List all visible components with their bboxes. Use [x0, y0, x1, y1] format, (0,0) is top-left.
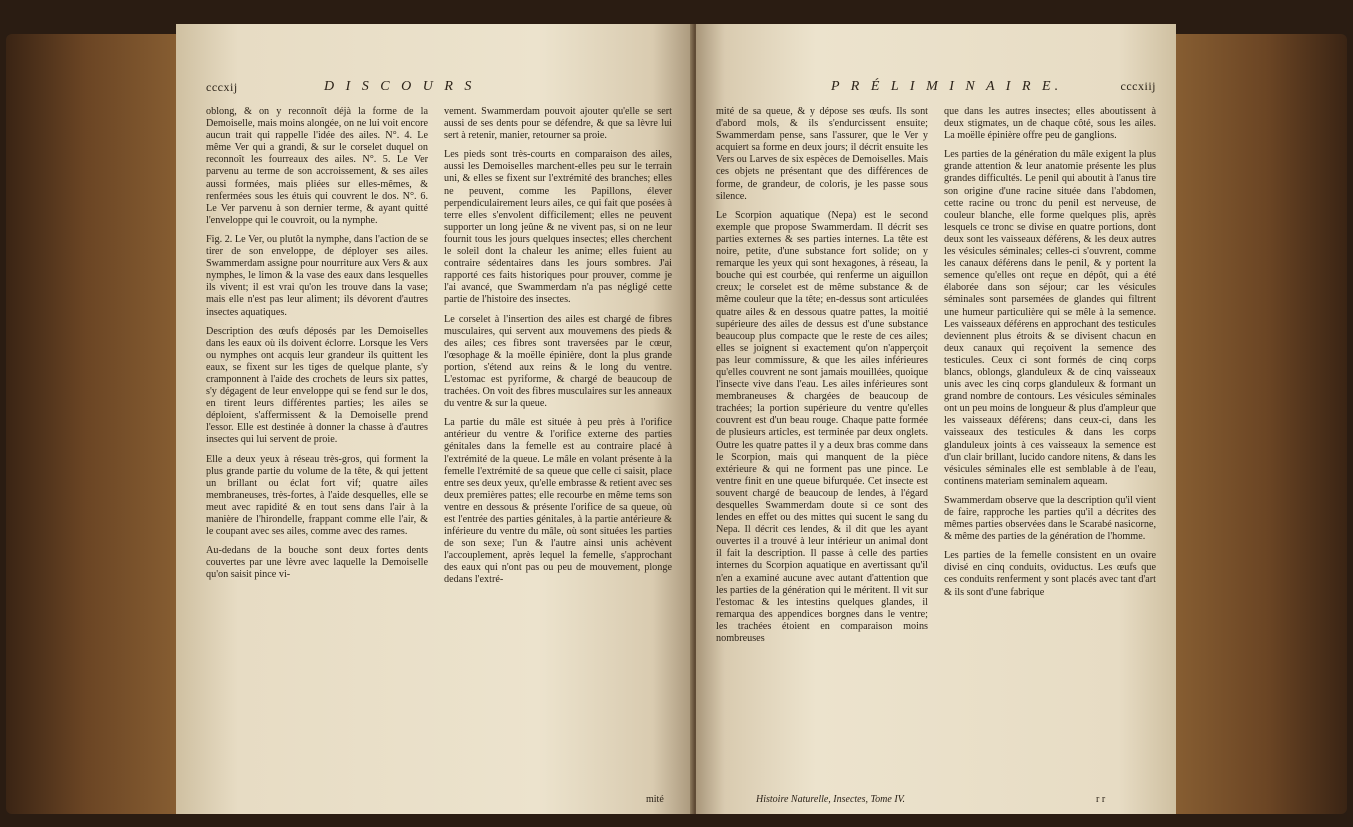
right-title: P R É L I M I N A I R E. — [831, 79, 1063, 94]
paragraph: Elle a deux yeux à réseau très-gros, qui forment la plus grande partie du volume de la tête, & qui jettent un brillant ou éclat fort vif; quatre ailes membraneuses, très-fortes, à l'aide desquelles, elle se meut avec rapidité & en tout sens dans l'air à la manière de l'hirondelle, frappant comme elle l'air, & le coupant avec ses ailes, comme avec des rames. — [206, 453, 428, 538]
left-page — [176, 24, 694, 814]
paragraph: La partie du mâle est située à peu près à l'orifice antérieur du ventre & l'orifice externe des parties génitales dans la femelle est au contraire placé à l'extrémité de la queue. Le mâle en volant présente à la femelle l'extrémité de sa queue que celle ci saisit, place entre ses deux yeux, qu'elle embrasse & retient avec ses deux premières pattes; elle recourbe en même tems son ventre en dessous & présente l'orifice de sa queue, où est l'entrée des parties génitales, à la partie antérieure & inférieure du ventre du mâle, où sont situées les parties de son sexe; l'un & l'autre ainsi unis achèvent l'accouplement, après lequel la femelle, s'approchant des eaux qui n'ont pas ou peu de mouvement, plonge dedans l'extré- — [444, 417, 672, 586]
paragraph: Les parties de la femelle consistent en un ovaire divisé en cinq conduits, oviductus. Les œufs que ces conduits renferment y sont placés avec tant d'art & ils sont d'une fabrique — [944, 550, 1156, 598]
book-spread — [6, 14, 1347, 820]
right-page-edges — [1147, 34, 1347, 814]
paragraph: Fig. 2. Le Ver, ou plutôt la nymphe, dans l'action de se tirer de son enveloppe, de déployer ses ailes. Swammerdam assigne pour nourriture aux Vers & aux nymphes, le limon & la vase des eaux dans lesquelles ils vivent; il est vrai qu'on les trouve dans la vase; mais elle n'est pas leur aliment; ils dévorent d'autres insectes aquatiques. — [206, 233, 428, 318]
left-running-head — [206, 79, 676, 95]
signature-mark: r r — [1096, 794, 1106, 805]
right-folio: cccxiij — [1120, 79, 1156, 93]
left-column-1 — [206, 106, 428, 588]
left-folio: cccxij — [206, 80, 238, 94]
right-page — [696, 24, 1176, 814]
paragraph: mité de sa queue, & y dépose ses œufs. Ils sont d'abord mols, & ils s'endurcissent ensuite; Swammerdam pense, sans l'assurer, que le Ver y acquiert sa forme en deux jours; il décrit ensuite les Vers ou Larves de six espèces de Demoiselles. Mais ces objets ne présentant que des différences de forme, de grandeur, de coloris, je les passe sous silence. — [716, 106, 928, 202]
left-column-2 — [444, 106, 672, 594]
right-column-2 — [944, 106, 1156, 606]
right-column-1 — [716, 106, 928, 652]
left-title: D I S C O U R S — [324, 79, 476, 94]
catchword: mité — [646, 794, 664, 805]
paragraph: que dans les autres insectes; elles aboutissent à deux stigmates, un de chaque côté, sous les ailes. La moëlle épinière offre peu de ganglions. — [944, 106, 1156, 142]
paragraph: Le Scorpion aquatique (Nepa) est le second exemple que propose Swammerdam. Il décrit ses parties externes & ses parties internes. La tête est noire, petite, d'une substance fort solide; on y remarque les yeux qui sont hexagones, à réseau, la bouche qui est courbée, qui renferme un aiguillon creux; le corselet est de même substance & de même couleur que la tête; en-dessus sont articulées quatre ailes & en dessous quatre pattes, la moitié supérieure des ailes de dessus est d'une substance beaucoup plus compacte que le reste de ces ailes; elles se joignent si exactement qu'on n'apperçoit pas leur commissure, & que les ailes inférieures qu'elles couvrent ne sont jamais mouillées, quoique l'insecte vive dans l'eau. Les ailes inférieures sont membraneuses & chargées de beaucoup de trachées; la portion supérieure du ventre qu'elles couvrent est d'un beau rouge. Chaque patte formée de plusieurs articles, est terminée par deux onglets. Outre les quatre pattes il y a deux bras comme dans le Scorpion, mais qui manquent de la pièce extérieure & qui ne forment pas une pince. Le ventre finit en une queue bifurquée. Cet insecte est souvent chargé de beaucoup de lendes, à l'égard desquelles Swammerdam doute si ce sont des lendes en effet ou des mittes qui sucent le sang du Nepa. Il décrit ces lendes, & il dit que les ayant ouvertes il a trouvé à leur intérieur un animal dont il fait la description. Il passe à celle des parties internes du Scorpion aquatique en avertissant qu'il n'en a examiné aucune avec autant d'attention que les parties de la génération qui le méritent. Il vit sur l'estomac & les intestins quelques glandes, il remarqua des appendices borgnes dans le ventre; les trachées étoient en comparaison moins nombreuses — [716, 209, 928, 645]
paragraph: Description des œufs déposés par les Demoiselles dans les eaux où ils doivent éclorre. Lorsque les Vers ou nymphes ont acquis leur grandeur ils quittent les eaux, se fixent sur les tiges de quelque plante, s'y cramponnent à l'aide des crochets de leurs six pattes, s'y dégagent de leur enveloppe qui se fend sur le dos, en tirent leurs différentes parties; les ailes se déploient, s'affermissent & la Demoiselle prend l'essor. Elle est destinée à donner la chasse à d'autres insectes qui lui servent de proie. — [206, 325, 428, 446]
paragraph: Au-dedans de la bouche sont deux fortes dents couvertes par une lèvre avec laquelle la Demoiselle qu'on saisit pince vi- — [206, 545, 428, 581]
page-footer: Histoire Naturelle, Insectes, Tome IV. — [756, 794, 905, 805]
paragraph: vement. Swammerdam pouvoit ajouter qu'elle se sert aussi de ses dents pour se défendre, & que sa lèvre lui sert à retenir, manier, retourner sa proie. — [444, 106, 672, 142]
paragraph: Les parties de la génération du mâle exigent la plus grande attention & leur anatomie présente les plus grandes difficultés. Le penil qui aboutit à l'anus tire son origine d'une racine située dans l'abdomen, cette racine ou tronc du penil est nerveuse, de couleur blanche, elle forme quelques plis, après lesquels ce tronc se divise en quatre portions, dont deux sont les vaisseaux déférens, & les deux autres les vésicules séminales; celles-ci s'ouvrent, comme les canaux déférens dans le penil, & y portent la semence qu'elles ont reçue en dépôt, qui a été élaborée dans son séjour; car les vésicules séminales sont parsemées de glandes qui filtrent une humeur particulière qui se mêle à la semence. Les vaisseaux déférens en approchant des testicules deviennent plus étroits & se divisent chacun en deux canaux qui reçoivent la semence des testicules. Ceux ci sont formés de cinq corps blancs, oblongs, glanduleux & de cinq vaisseaux unis avec les cinq corps glanduleux & formant un grand nombre de contours. Les vésicules séminales ont un peu moins de longueur & plus d'ampleur que les vaisseaux déférens; dans ceux-ci, dans les vaisseaux des testicules & dans les corps glanduleux joints à ces vaisseaux la semence est d'un clair brillant, lucido candore nitens, & dans les vésicules séminales elle est semblable à de l'eau, continens materiam seminalem aqueam. — [944, 149, 1156, 487]
paragraph: Swammerdam observe que la description qu'il vient de faire, rapproche les parties qu'il a décrites des mêmes parties observées dans le Scarabé nasicorne, & même des parties de la génération de l'homme. — [944, 494, 1156, 543]
paragraph: Le corselet à l'insertion des ailes est chargé de fibres musculaires, qui servent aux mouvemens des pieds & des ailes; ces fibres sont traversées par le cœur, l'œsophage & la moëlle épinière, dont la plus grande portion, s'étend aux reins & le long du ventre. L'estomac est pyriforme, & chargé de beaucoup de trachées. On voit des fibres musculaires sur les anneaux du ventre & sur la queue. — [444, 313, 672, 410]
paragraph: Les pieds sont très-courts en comparaison des ailes, aussi les Demoiselles marchent-elles peu sur le terrain uni, & elles se fixent sur l'extrémité des branches; elles ne peuvent, comme les Papillons, élever perpendiculairement leurs ailes, ce qui fait que posées à terre elles s'envolent difficilement; elles ne peuvent supporter un long jeûne & ne vivent pas, si on ne leur fournit tous les jours quelques insectes; elles cherchent le soleil dont la chaleur les anime; elles fuient au contraire sédentaires dans les jours sombres. J'ai rapporté ces faits historiques pour prouver, comme je l'ai avancé, que Swammerdam n'a pas négligé cette partie de l'histoire des insectes. — [444, 149, 672, 306]
paragraph: oblong, & on y reconnoît déjà la forme de la Demoiselle, mais moins alongée, on ne lui voit encore aucun trait qui rappelle l'idée des ailes. N°. 4. Le même Ver qui a grandi, & sur le corselet duquel on reconnoît les fourreaux des ailes. N°. 5. Le Ver parvenu au terme de son accroissement, & ses ailes aussi formées, mais pliées sur elles-mêmes, & renfermées sous les étuis qui couvrent le dos. N°. 6. Le Ver parvenu à son dernier terme, & ayant quitté l'enveloppe qui le couvroit, ou la nymphe. — [206, 106, 428, 226]
